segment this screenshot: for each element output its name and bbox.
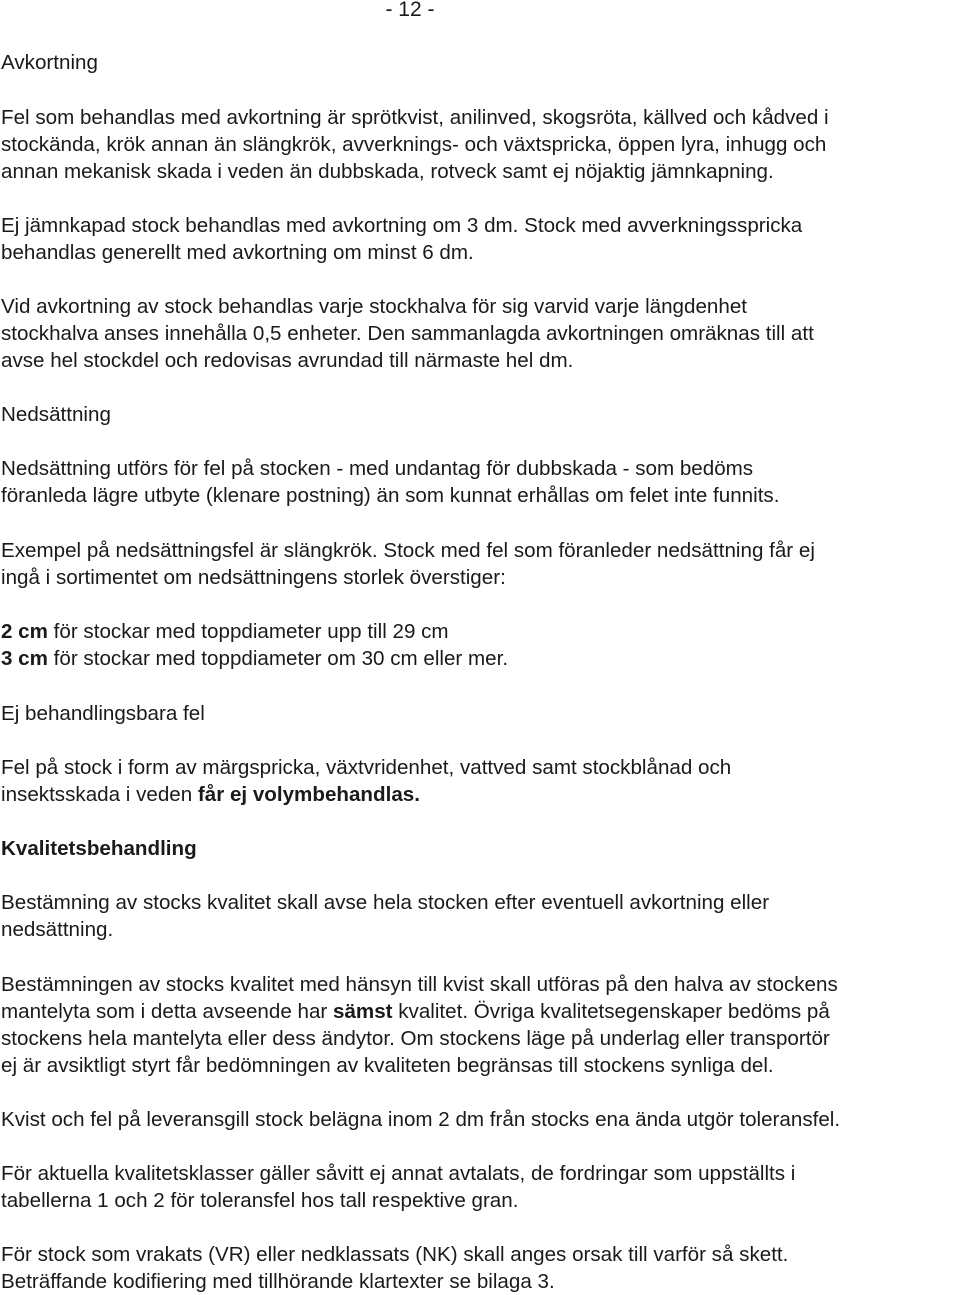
limit-text: för stockar med toppdiameter upp till 29 cm: [47, 620, 449, 643]
text-run: mantelyta som i detta avseende har: [1, 1000, 333, 1023]
section-heading-nedsattning: Nedsättning: [1, 403, 111, 426]
paragraph-line: stockhalva anses innehålla 0,5 enheter. Den sammanlagda avkortningen omräknas till att: [1, 322, 814, 345]
paragraph-line: För aktuella kvalitetsklasser gäller såvitt ej annat avtalats, de fordringar som uppställts i: [1, 1162, 796, 1185]
text-run: insektsskada i veden: [1, 783, 198, 806]
paragraph-line: behandlas generellt med avkortning om minst 6 dm.: [1, 241, 474, 264]
paragraph-line: stockända, krök annan än slängkrök, avverknings- och växtspricka, öppen lyra, inhugg och: [1, 133, 827, 156]
paragraph-line: Exempel på nedsättningsfel är slängkrök. Stock med fel som föranleder nedsättning får ej: [1, 539, 815, 562]
section-heading-ej-behandlingsbara: Ej behandlingsbara fel: [1, 702, 205, 725]
paragraph-line: Bestämningen av stocks kvalitet med hänsyn till kvist skall utföras på den halva av stockens: [1, 973, 838, 996]
paragraph-line: Fel på stock i form av märgspricka, växtvridenhet, vattved samt stockblånad och: [1, 756, 732, 779]
paragraph-line: ingå i sortimentet om nedsättningens storlek överstiger:: [1, 566, 506, 589]
paragraph-line: Fel som behandlas med avkortning är sprötkvist, anilinved, skogsröta, källved och kådved i: [1, 106, 829, 129]
limit-value: 2 cm: [1, 620, 48, 643]
section-heading-avkortning: Avkortning: [1, 51, 98, 74]
paragraph-line: [1, 781, 420, 808]
paragraph-line: För stock som vrakats (VR) eller nedklassats (NK) skall anges orsak till varför så skett.: [1, 1243, 789, 1266]
paragraph-line: stockens hela mantelyta eller dess ändytor. Om stockens läge på underlag eller transportör: [1, 1027, 830, 1050]
paragraph-line: Nedsättning utförs för fel på stocken - med undantag för dubbskada - som bedöms: [1, 457, 754, 480]
paragraph-line: [1, 998, 830, 1025]
paragraph-line: Vid avkortning av stock behandlas varje stockhalva för sig varvid varje längdenhet: [1, 295, 747, 318]
paragraph-line: nedsättning.: [1, 918, 114, 941]
paragraph-line: Ej jämnkapad stock behandlas med avkortning om 3 dm. Stock med avverkningsspricka: [1, 214, 803, 237]
paragraph-line: Bestämning av stocks kvalitet skall avse hela stocken efter eventuell avkortning eller: [1, 891, 770, 914]
paragraph-line: Kvist och fel på leveransgill stock belägna inom 2 dm från stocks ena ända utgör toleransfel.: [1, 1108, 841, 1131]
section-heading-kvalitetsbehandling: Kvalitetsbehandling: [1, 837, 197, 860]
emphasis-text: sämst: [332, 1000, 393, 1023]
limit-item: [1, 645, 508, 672]
page-number: - 12 -: [385, 0, 435, 21]
paragraph-line: annan mekanisk skada i veden än dubbskada, rotveck samt ej nöjaktig jämnkapning.: [1, 160, 774, 183]
limit-item: [1, 618, 449, 645]
paragraph-line: avse hel stockdel och redovisas avrundad till närmaste hel dm.: [1, 349, 574, 372]
text-run: kvalitet. Övriga kvalitetsegenskaper bedöms på: [392, 1000, 830, 1023]
paragraph-line: tabellerna 1 och 2 för toleransfel hos tall respektive gran.: [1, 1189, 519, 1212]
paragraph-line: föranleda lägre utbyte (klenare postning) än som kunnat erhållas om felet inte funnits.: [1, 484, 780, 507]
limit-value: 3 cm: [1, 647, 48, 670]
paragraph-line: ej är avsiktligt styrt får bedömningen av kvaliteten begränsas till stockens synliga del.: [1, 1054, 774, 1077]
emphasis-text: får ej volymbehandlas.: [197, 783, 420, 806]
limit-text: för stockar med toppdiameter om 30 cm eller mer.: [47, 647, 509, 670]
paragraph-line: Beträffande kodifiering med tillhörande klartexter se bilaga 3.: [1, 1270, 555, 1293]
